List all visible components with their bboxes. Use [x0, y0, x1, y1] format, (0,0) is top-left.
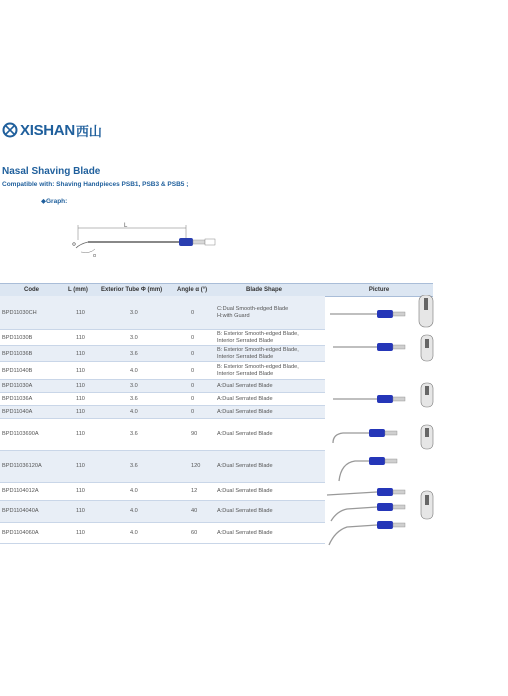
row-tube: 3.6 [130, 396, 138, 402]
row-tube: 3.0 [130, 383, 138, 389]
row-code: BPD1103690A [2, 431, 39, 437]
brand-name: XISHAN [20, 121, 75, 139]
col-picture: Picture [325, 283, 433, 297]
blade-picture-b [333, 335, 433, 361]
row-code: BPD11036A [2, 396, 33, 402]
row-shape: A:Dual Serrated Blade [217, 488, 273, 494]
table-row [0, 346, 325, 361]
row-tube: 4.0 [130, 409, 138, 415]
angle-mark: α [93, 253, 96, 259]
row-shape: C:Dual Smooth-edged Blade H:with Guard [217, 306, 289, 319]
row-angle: 90 [191, 431, 198, 437]
row-angle: 60 [191, 530, 198, 536]
row-tube: 3.6 [130, 463, 138, 469]
blade-picture-60 [329, 521, 405, 545]
row-code: BPD1104040A [2, 508, 39, 514]
row-tube: 4.0 [130, 508, 138, 514]
row-code: BPD11030CH [2, 310, 37, 316]
row-length: 110 [76, 351, 85, 357]
row-code: BPD11040B [2, 368, 33, 374]
row-code: BPD11036B [2, 351, 33, 357]
blade-picture-guard [330, 295, 433, 327]
row-shape: A:Dual Serrated Blade [217, 409, 273, 415]
row-angle: 0 [191, 368, 195, 374]
table-row [0, 362, 325, 379]
brand-name-cn: 西山 [75, 123, 102, 139]
table-row [0, 330, 325, 345]
col-code: Code [24, 287, 39, 293]
table-header [0, 283, 325, 297]
row-code: BPD1104012A [2, 488, 39, 494]
table-row [0, 483, 325, 500]
row-shape: A:Dual Serrated Blade [217, 508, 273, 514]
row-shape: A:Dual Serrated Blade [217, 396, 273, 402]
col-angle: Angle α (°) [177, 287, 208, 293]
row-length: 110 [76, 508, 85, 514]
blade-picture-40 [331, 503, 405, 521]
row-code: BPD11030B [2, 335, 33, 341]
row-length: 110 [76, 431, 85, 437]
blade-picture-a [333, 383, 433, 407]
row-shape: A:Dual Serrated Blade [217, 383, 273, 389]
row-code: BPD11036120A [2, 463, 42, 469]
row-shape: A:Dual Serrated Blade [217, 530, 273, 536]
xishan-logo-icon [2, 122, 18, 138]
compatibility-note: Compatible with: Shaving Handpieces PSB1, PSB3 & PSB5 ; [2, 181, 189, 188]
blade-diagram [66, 218, 246, 263]
row-length: 110 [76, 310, 85, 316]
row-tube: 3.6 [130, 431, 138, 437]
row-angle: 0 [191, 396, 195, 402]
row-shape: A:Dual Serrated Blade [217, 431, 273, 437]
row-angle: 120 [191, 463, 201, 469]
table-row [0, 419, 325, 450]
row-angle: 0 [191, 383, 195, 389]
row-length: 110 [76, 488, 85, 494]
row-length: 110 [76, 463, 85, 469]
table-row [0, 451, 325, 482]
row-angle: 0 [191, 310, 195, 316]
row-angle: 0 [191, 409, 195, 415]
diameter-mark: Φ [72, 242, 76, 248]
table-row [0, 380, 325, 392]
row-length: 110 [76, 396, 85, 402]
col-tube: Exterior Tube Φ (mm) [101, 287, 163, 293]
row-tube: 4.0 [130, 530, 138, 536]
page-title: Nasal Shaving Blade [2, 166, 101, 177]
length-mark: L [124, 223, 128, 229]
row-length: 110 [76, 335, 85, 341]
row-length: 110 [76, 530, 85, 536]
row-tube: 4.0 [130, 488, 138, 494]
table-row [0, 523, 325, 543]
row-code: BPD11030A [2, 383, 33, 389]
blade-picture-90 [333, 425, 433, 449]
row-length: 110 [76, 409, 85, 415]
row-code: BPD11040A [2, 409, 33, 415]
row-shape: A:Dual Serrated Blade [217, 463, 273, 469]
row-angle: 40 [191, 508, 198, 514]
col-length: L (mm) [68, 287, 88, 293]
table-row [0, 296, 325, 329]
row-tube: 3.0 [130, 335, 138, 341]
row-length: 110 [76, 383, 85, 389]
row-tube: 4.0 [130, 368, 138, 374]
table-row [0, 501, 325, 522]
row-angle: 0 [191, 335, 195, 341]
blade-pictures [325, 295, 445, 550]
row-angle: 0 [191, 351, 195, 357]
row-shape: B: Exterior Smooth-edged Blade, Interior Serrated Blade [217, 331, 299, 344]
graph-label: ◆Graph: [41, 198, 68, 205]
brand-logo [2, 118, 102, 142]
row-length: 110 [76, 368, 85, 374]
row-code: BPD1104060A [2, 530, 39, 536]
table-row [0, 406, 325, 418]
table-row [0, 393, 325, 405]
blade-picture-120 [339, 457, 397, 481]
row-angle: 12 [191, 488, 198, 494]
row-tube: 3.0 [130, 310, 138, 316]
row-shape: B: Exterior Smooth-edged Blade, Interior Serrated Blade [217, 364, 299, 377]
row-shape: B: Exterior Smooth-edged Blade, Interior Serrated Blade [217, 347, 299, 360]
row-tube: 3.6 [130, 351, 138, 357]
col-shape: Blade Shape [246, 287, 283, 293]
